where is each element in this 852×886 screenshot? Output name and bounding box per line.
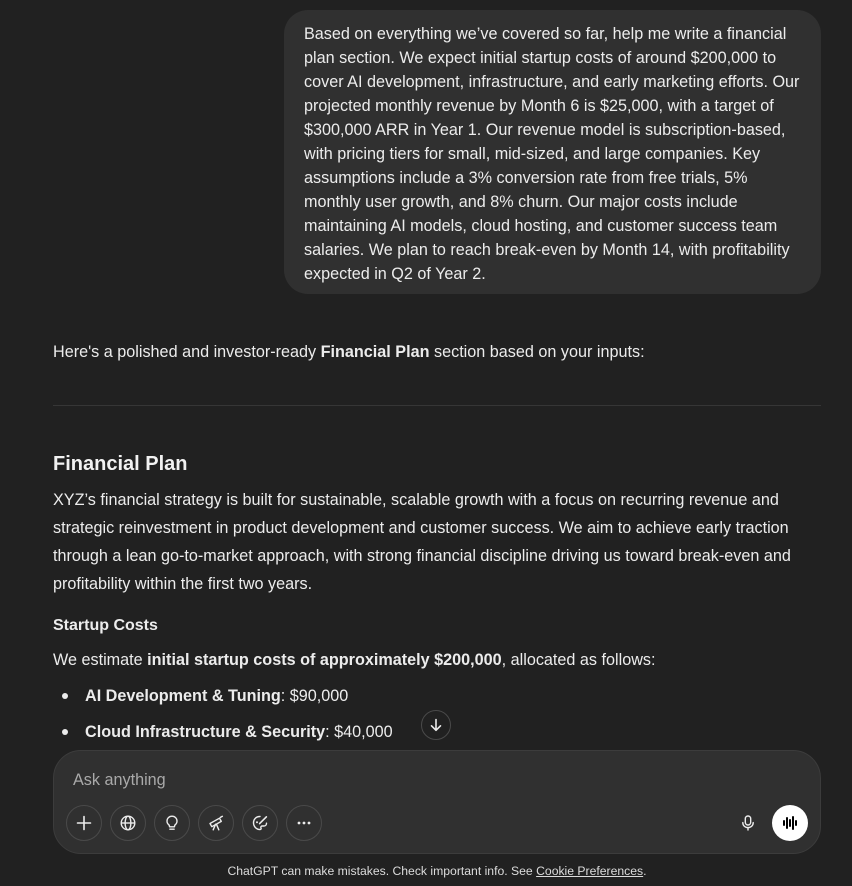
intro-suffix: section based on your inputs: xyxy=(429,343,645,361)
bullet-dot xyxy=(62,693,68,699)
dictate-button[interactable] xyxy=(730,805,766,841)
financial-plan-paragraph: XYZ’s financial strategy is built for sustainable, scalable growth with a focus on recurring revenue and strategic reinvestment in product development and customer success. We aim to achieve early traction through a lean go-to-market approach, with strong financial discipline driving us toward break-even and profitability within the first two years. xyxy=(53,491,791,593)
list-item-value: : $40,000 xyxy=(325,723,393,741)
estimate-prefix: We estimate xyxy=(53,651,148,669)
paint-icon xyxy=(251,814,269,832)
list-item-label: AI Development & Tuning xyxy=(85,687,281,705)
telescope-icon xyxy=(207,814,225,832)
bullet-dot xyxy=(62,729,68,735)
create-image-button[interactable] xyxy=(242,805,278,841)
estimate-bold: initial startup costs of approximately $200,000 xyxy=(147,651,502,669)
search-web-button[interactable] xyxy=(110,805,146,841)
plus-icon xyxy=(75,814,93,832)
intro-bold: Financial Plan xyxy=(320,343,430,361)
voice-mode-button[interactable] xyxy=(772,805,808,841)
prompt-input[interactable] xyxy=(73,767,713,793)
assistant-intro xyxy=(53,340,645,364)
more-icon xyxy=(295,814,313,832)
lightbulb-icon xyxy=(163,814,181,832)
composer xyxy=(53,750,821,854)
intro-prefix: Here's a polished and investor-ready xyxy=(53,343,321,361)
list-item-text xyxy=(85,720,393,744)
list-item-text xyxy=(85,684,348,708)
voice-waveform-icon xyxy=(781,814,799,832)
financial-plan-heading: Financial Plan xyxy=(53,453,188,475)
disclaimer-footer xyxy=(0,862,852,880)
more-tools-button[interactable] xyxy=(286,805,322,841)
disclaimer-suffix: . xyxy=(643,864,647,878)
startup-costs-heading: Startup Costs xyxy=(53,617,158,634)
add-attachment-button[interactable] xyxy=(66,805,102,841)
arrow-down-icon xyxy=(428,717,444,733)
user-message-text: Based on everything we’ve covered so far, help me write a financial plan section. We expect initial startup costs of around $200,000 to cover AI development, infrastructure, and early marketing efforts. Our projected monthly revenue by Month 6 is $25,000, with a target of $300,000 ARR in Year 1. Our revenue model is subscription-based, with pricing tiers for small, mid-sized, and large companies. Key assumptions include a 3% conversion rate from free trials, 5% monthly user growth, and 8% churn. Our major costs include maintaining AI models, cloud hosting, and customer success team salaries. We plan to reach break-even by Month 14, with profitability expected in Q2 of Year 2. xyxy=(304,25,800,283)
scroll-to-bottom-button[interactable] xyxy=(421,710,451,740)
cookie-preferences-link[interactable]: Cookie Preferences xyxy=(536,864,644,878)
estimate-suffix: , allocated as follows: xyxy=(501,651,656,669)
reason-button[interactable] xyxy=(154,805,190,841)
section-divider xyxy=(53,405,821,406)
list-item-label: Cloud Infrastructure & Security xyxy=(85,723,326,741)
list-item-value: : $90,000 xyxy=(280,687,349,705)
globe-icon xyxy=(119,814,137,832)
startup-estimate xyxy=(53,648,656,672)
user-message-bubble xyxy=(284,10,821,294)
disclaimer-text: ChatGPT can make mistakes. Check important info. See xyxy=(227,864,537,878)
mic-icon xyxy=(739,814,757,832)
deep-research-button[interactable] xyxy=(198,805,234,841)
